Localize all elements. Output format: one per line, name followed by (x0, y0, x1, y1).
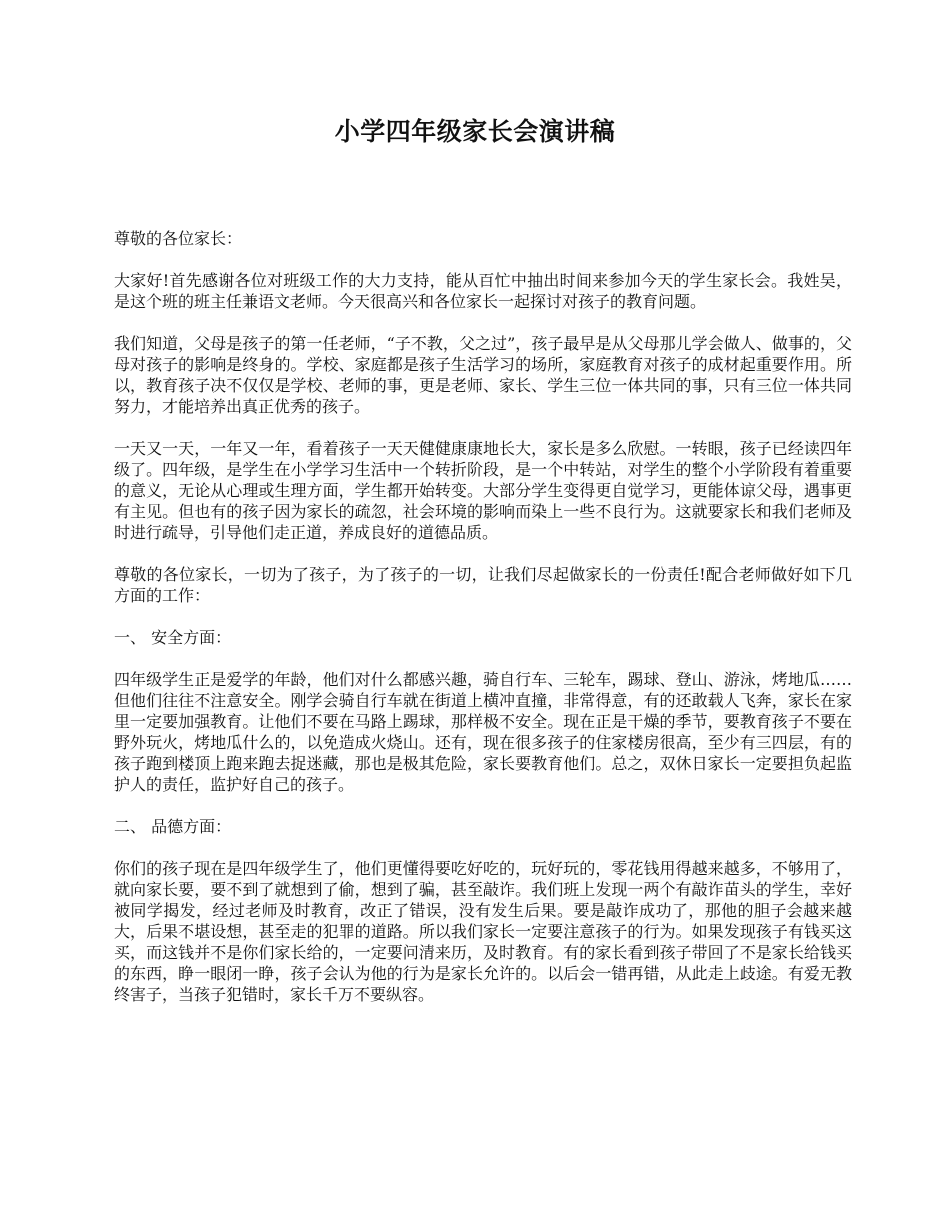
section-heading-morality: 二、 品德方面： (114, 817, 232, 836)
paragraph-intro: 大家好!首先感谢各位对班级工作的大力支持，能从百忙中抽出时间来参加今天的学生家长会。我姓吴，是这个班的班主任兼语文老师。今天很高兴和各位家长一起探讨对孩子的教育问题。 (114, 271, 852, 311)
salutation: 尊敬的各位家长： (114, 229, 243, 248)
document-body (114, 228, 852, 1026)
paragraph-fourth-grade: 一天又一天，一年又一年，看着孩子一天天健健康康地长大，家长是多么欣慰。一转眼，孩子已经读四年级了。四年级，是学生在小学学习生活中一个转折阶段，是一个中转站，对学生的整个小学阶段有着重要的意义，无论从心理或生理方面，学生都开始转变。大部分学生变得更自觉学习，更能体谅父母，遇事更有主见。但也有的孩子因为家长的疏忽，社会环境的影响而染上一些不良行为。这就要家长和我们老师及时进行疏导，引导他们走正道，养成良好的道德品质。 (114, 439, 852, 542)
section-text-morality: 你们的孩子现在是四年级学生了，他们更懂得要吃好吃的，玩好玩的，零花钱用得越来越多，不够用了，就向家长要，要不到了就想到了偷，想到了骗，甚至敲诈。我们班上发现一两个有敲诈苗头的学生，幸好被同学揭发，经过老师及时教育，改正了错误，没有发生后果。要是敲诈成功了，那他的胆子会越来越大，后果不堪设想，甚至走的犯罪的道路。所以我们家长一定要注意孩子的行为。如果发现孩子有钱买这买，而这钱并不是你们家长给的，一定要问清来历，及时教育。有的家长看到孩子带回了不是家长给钱买的东西，睁一眼闭一睁，孩子会认为他的行为是家长允许的。以后会一错再错，从此走上歧途。有爱无教终害子，当孩子犯错时，家长千万不要纵容。 (114, 859, 852, 1004)
section-text-safety: 四年级学生正是爱学的年龄，他们对什么都感兴趣，骑自行车、三轮车，踢球、登山、游泳，烤地瓜……但他们往往不注意安全。刚学会骑自行车就在街道上横冲直撞，非常得意，有的还敢载人飞奔，家长在家里一定要加强教育。让他们不要在马路上踢球，那样极不安全。现在正是干燥的季节，要教育孩子不要在野外玩火，烤地瓜什么的，以免造成火烧山。还有，现在很多孩子的住家楼房很高，至少有三四层，有的孩子跑到楼顶上跑来跑去捉迷藏，那也是极其危险，家长要教育他们。总之，双休日家长一定要担负起监护人的责任，监护好自己的孩子。 (114, 670, 852, 794)
section-heading-safety: 一、 安全方面： (114, 628, 232, 647)
paragraph-call-to-action: 尊敬的各位家长，一切为了孩子，为了孩子的一切，让我们尽起做家长的一份责任!配合老师做好如下几方面的工作： (114, 565, 852, 605)
paragraph-parents-role: 我们知道，父母是孩子的第一任老师，“子不教，父之过”，孩子最早是从父母那儿学会做人、做事的，父母对孩子的影响是终身的。学校、家庭都是孩子生活学习的场所，家庭教育对孩子的成材起重要作用。所以，教育孩子决不仅仅是学校、老师的事，更是老师、家长、学生三位一体共同的事，只有三位一体共同努力，才能培养出真正优秀的孩子。 (114, 334, 852, 416)
document-title: 小学四年级家长会演讲稿 (334, 117, 616, 146)
